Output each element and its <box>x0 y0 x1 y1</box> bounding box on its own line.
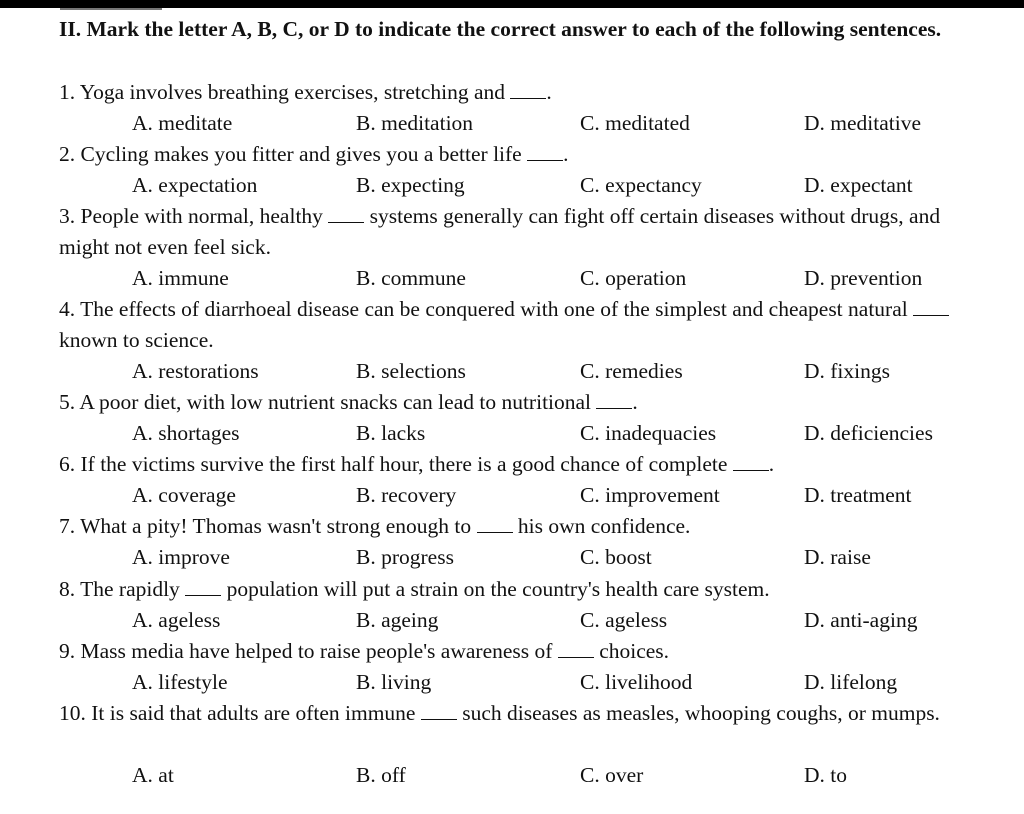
question-5 <box>59 387 989 418</box>
option-d[interactable]: D. raise <box>804 545 871 569</box>
option-a[interactable]: A. ageless <box>132 608 221 632</box>
option-b[interactable]: B. recovery <box>356 483 457 507</box>
answer-blank <box>328 204 364 223</box>
option-a[interactable]: A. lifestyle <box>132 670 228 694</box>
option-d[interactable]: D. fixings <box>804 359 890 383</box>
question-text-end: choices. <box>593 639 670 663</box>
question-text: 9. Mass media have helped to raise people's awareness of <box>59 639 558 663</box>
option-b[interactable]: B. ageing <box>356 608 439 632</box>
question-text: 7. What a pity! Thomas wasn't strong enough to <box>59 514 477 538</box>
question-text-end: population will put a strain on the country's health care system. <box>221 577 770 601</box>
option-d[interactable]: D. treatment <box>804 483 912 507</box>
question-text-end: his own confidence. <box>512 514 691 538</box>
answer-blank <box>913 297 949 316</box>
question-text: 1. Yoga involves breathing exercises, stretching and <box>59 80 511 104</box>
option-d[interactable]: D. deficiencies <box>804 421 933 445</box>
option-b[interactable]: B. lacks <box>356 421 426 445</box>
answer-blank <box>185 577 221 596</box>
option-c[interactable]: C. remedies <box>580 359 683 383</box>
top-rule <box>60 8 162 10</box>
option-c[interactable]: C. improvement <box>580 483 720 507</box>
question-10 <box>59 698 989 729</box>
question-9 <box>59 636 989 667</box>
question-1 <box>59 77 989 108</box>
option-b[interactable]: B. off <box>356 763 406 787</box>
answer-blank <box>733 452 769 471</box>
question-text-end: . <box>768 452 775 476</box>
option-b[interactable]: B. expecting <box>356 173 465 197</box>
question-text-end: . <box>632 390 638 414</box>
option-a[interactable]: A. restorations <box>132 359 259 383</box>
question-text: 2. Cycling makes you fitter and gives you a better life <box>59 142 528 166</box>
option-a[interactable]: A. meditate <box>132 111 233 135</box>
question-text-end: . <box>546 80 552 104</box>
answer-blank <box>558 639 594 658</box>
option-b[interactable]: B. meditation <box>356 111 474 135</box>
answer-blank <box>527 142 563 161</box>
answer-blank <box>477 514 513 533</box>
option-d[interactable]: D. lifelong <box>804 670 898 694</box>
option-b[interactable]: B. commune <box>356 266 466 290</box>
option-c[interactable]: C. over <box>580 763 644 787</box>
option-c[interactable]: C. meditated <box>580 111 690 135</box>
question-2 <box>59 139 989 170</box>
answer-blank <box>596 390 632 409</box>
option-c[interactable]: C. expectancy <box>580 173 702 197</box>
option-a[interactable]: A. immune <box>132 266 229 290</box>
question-text: 5. A poor diet, with low nutrient snacks can lead to nutritional <box>59 390 597 414</box>
option-d[interactable]: D. prevention <box>804 266 923 290</box>
option-a[interactable]: A. shortages <box>132 421 240 445</box>
option-c[interactable]: C. operation <box>580 266 687 290</box>
option-d[interactable]: D. meditative <box>804 111 922 135</box>
option-a[interactable]: A. expectation <box>132 173 258 197</box>
top-border <box>0 0 1024 8</box>
answer-blank <box>510 80 546 99</box>
question-text-end: systems generally can fight off certain diseases without drugs, and might not even feel sick. <box>59 204 941 259</box>
option-a[interactable]: A. coverage <box>132 483 236 507</box>
option-d[interactable]: D. anti-aging <box>804 608 918 632</box>
option-c[interactable]: C. boost <box>580 545 652 569</box>
question-3 <box>59 201 989 263</box>
option-b[interactable]: B. living <box>356 670 432 694</box>
question-text-end: known to science. <box>59 328 214 352</box>
question-text-end: such diseases as measles, whooping coughs, or mumps. <box>456 701 940 725</box>
option-c[interactable]: C. inadequacies <box>580 421 717 445</box>
option-d[interactable]: D. expectant <box>804 173 913 197</box>
question-text: 8. The rapidly <box>59 577 186 601</box>
question-text-end: . <box>563 142 569 166</box>
question-7 <box>59 511 989 542</box>
option-b[interactable]: B. progress <box>356 545 454 569</box>
option-a[interactable]: A. at <box>132 763 174 787</box>
option-c[interactable]: C. livelihood <box>580 670 693 694</box>
section-heading: II. Mark the letter A, B, C, or D to indicate the correct answer to each of the following sentences. <box>59 17 942 41</box>
option-b[interactable]: B. selections <box>356 359 466 383</box>
question-text: 10. It is said that adults are often immune <box>59 701 421 725</box>
question-6 <box>59 449 989 480</box>
question-text: 6. If the victims survive the first half hour, there is a good chance of complete <box>59 452 733 476</box>
question-4 <box>59 294 989 356</box>
option-d[interactable]: D. to <box>804 763 847 787</box>
question-text: 3. People with normal, healthy <box>59 204 329 228</box>
answer-blank <box>421 701 457 720</box>
option-c[interactable]: C. ageless <box>580 608 668 632</box>
question-text: 4. The effects of diarrhoeal disease can be conquered with one of the simplest and cheapest natural <box>59 297 914 321</box>
option-a[interactable]: A. improve <box>132 545 230 569</box>
question-8 <box>59 574 989 605</box>
